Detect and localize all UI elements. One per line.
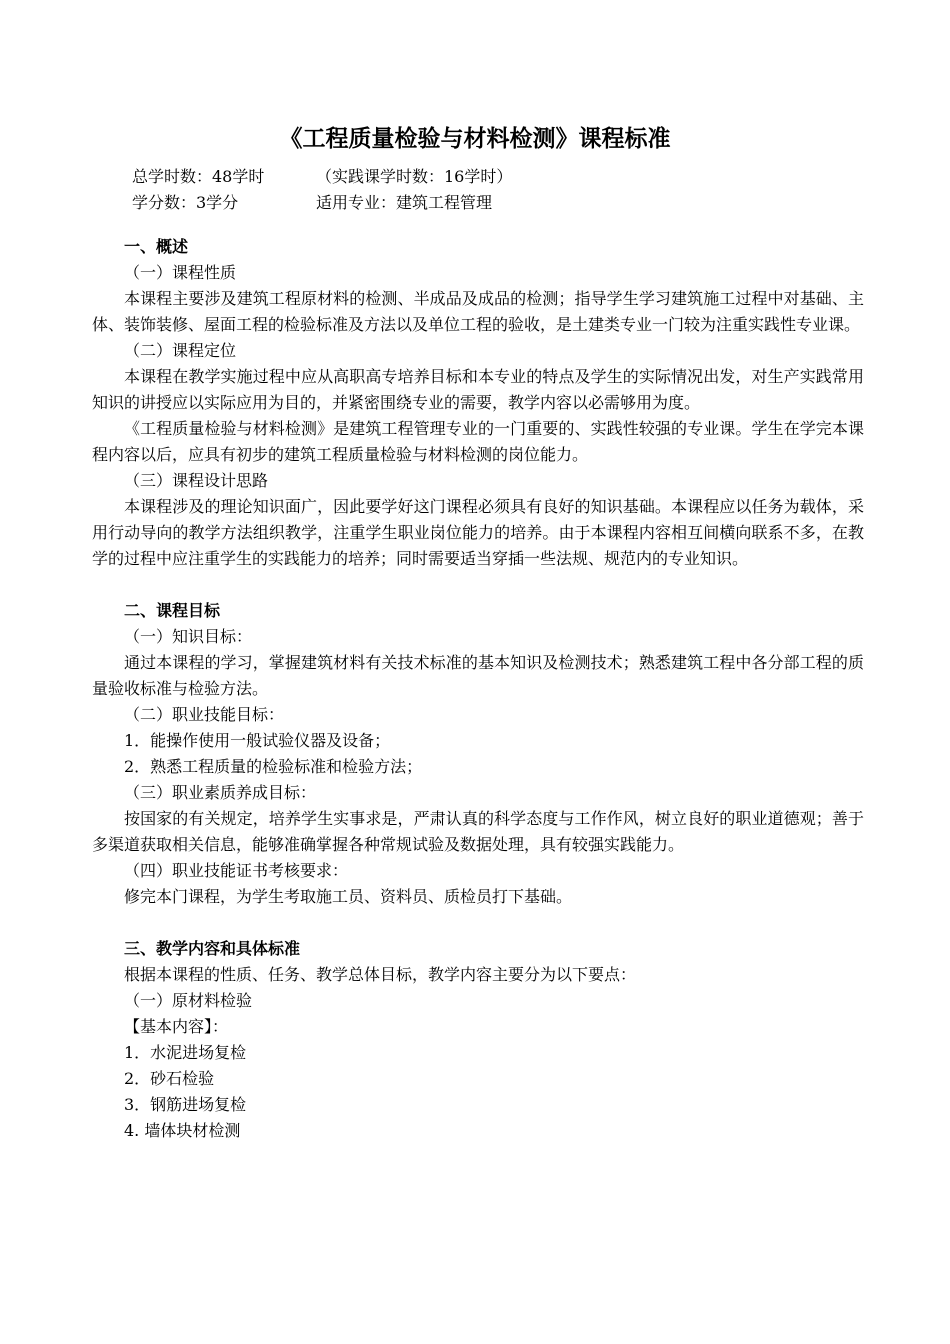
spacer	[92, 572, 864, 598]
document-title: 《工程质量检验与材料检测》课程标准	[279, 125, 671, 152]
subheading-position: （二）课程定位	[124, 341, 237, 360]
paragraph-knowledge: 通过本课程的学习，掌握建筑材料有关技术标准的基本知识及检测技术；熟悉建筑工程中各分部工程的质量验收标准与检验方法。	[92, 653, 864, 698]
skill-item: 2．熟悉工程质量的检验标准和检验方法；	[124, 757, 423, 776]
content-item: 3．钢筋进场复检	[124, 1095, 247, 1114]
content-item: 4. 墙体块材检测	[124, 1121, 241, 1140]
section-heading-content: 三、教学内容和具体标准	[124, 939, 301, 958]
subheading-knowledge: （一）知识目标：	[124, 627, 253, 646]
skill-item: 1．能操作使用一般试验仪器及设备；	[124, 731, 391, 750]
subheading-nature: （一）课程性质	[124, 263, 237, 282]
document-body	[92, 234, 864, 1144]
subheading-skills: （二）职业技能目标：	[124, 705, 285, 724]
total-hours: 总学时数：48学时	[132, 167, 265, 186]
meta-row-credits	[132, 190, 493, 216]
spacer	[92, 910, 864, 936]
section-heading-overview: 一、概述	[124, 237, 189, 256]
paragraph-design: 本课程涉及的理论知识面广，因此要学好这门课程必须具有良好的知识基础。本课程应以任务为载体，采用行动导向的教学方法组织教学，注重学生职业岗位能力的培养。由于本课程内容相互间横向联系不多，在教学的过程中应注重学生的实践能力的培养；同时需要适当穿插一些法规、规范内的专业知识。	[92, 497, 864, 568]
subheading-design: （三）课程设计思路	[124, 471, 269, 490]
credits: 学分数：3学分	[132, 193, 239, 212]
subheading-quality: （三）职业素质养成目标：	[124, 783, 317, 802]
content-item: 1．水泥进场复检	[124, 1043, 247, 1062]
paragraph-position-1: 本课程在教学实施过程中应从高职高专培养目标和本专业的特点及学生的实际情况出发，对生产实践常用知识的讲授应以实际应用为目的，并紧密围绕专业的需要，教学内容以必需够用为度。	[92, 367, 864, 412]
paragraph-quality: 按国家的有关规定，培养学生实事求是，严肃认真的科学态度与工作作风，树立良好的职业道德观；善于多渠道获取相关信息，能够准确掌握各种常规试验及数据处理，具有较强实践能力。	[92, 809, 864, 854]
basic-content-label: 【基本内容】：	[124, 1017, 229, 1036]
subheading-raw-materials: （一）原材料检验	[124, 991, 253, 1010]
paragraph-content-intro: 根据本课程的性质、任务、教学总体目标，教学内容主要分为以下要点：	[124, 965, 637, 984]
section-heading-goals: 二、课程目标	[124, 601, 221, 620]
applicable-major: 适用专业：建筑工程管理	[316, 193, 493, 212]
paragraph-nature: 本课程主要涉及建筑工程原材料的检测、半成品及成品的检测；指导学生学习建筑施工过程中对基础、主体、装饰装修、屋面工程的检验标准及方法以及单位工程的验收，是土建类专业一门较为注重实践性专业课。	[92, 289, 864, 334]
paragraph-position-2: 《工程质量检验与材料检测》是建筑工程管理专业的一门重要的、实践性较强的专业课。学生在学完本课程内容以后，应具有初步的建筑工程质量检验与材料检测的岗位能力。	[92, 419, 864, 464]
meta-row-hours	[132, 164, 513, 190]
practice-hours: （实践课学时数：16学时）	[316, 167, 513, 186]
paragraph-certificate: 修完本门课程，为学生考取施工员、资料员、质检员打下基础。	[124, 887, 573, 906]
subheading-certificate: （四）职业技能证书考核要求：	[124, 861, 349, 880]
content-item: 2．砂石检验	[124, 1069, 215, 1088]
